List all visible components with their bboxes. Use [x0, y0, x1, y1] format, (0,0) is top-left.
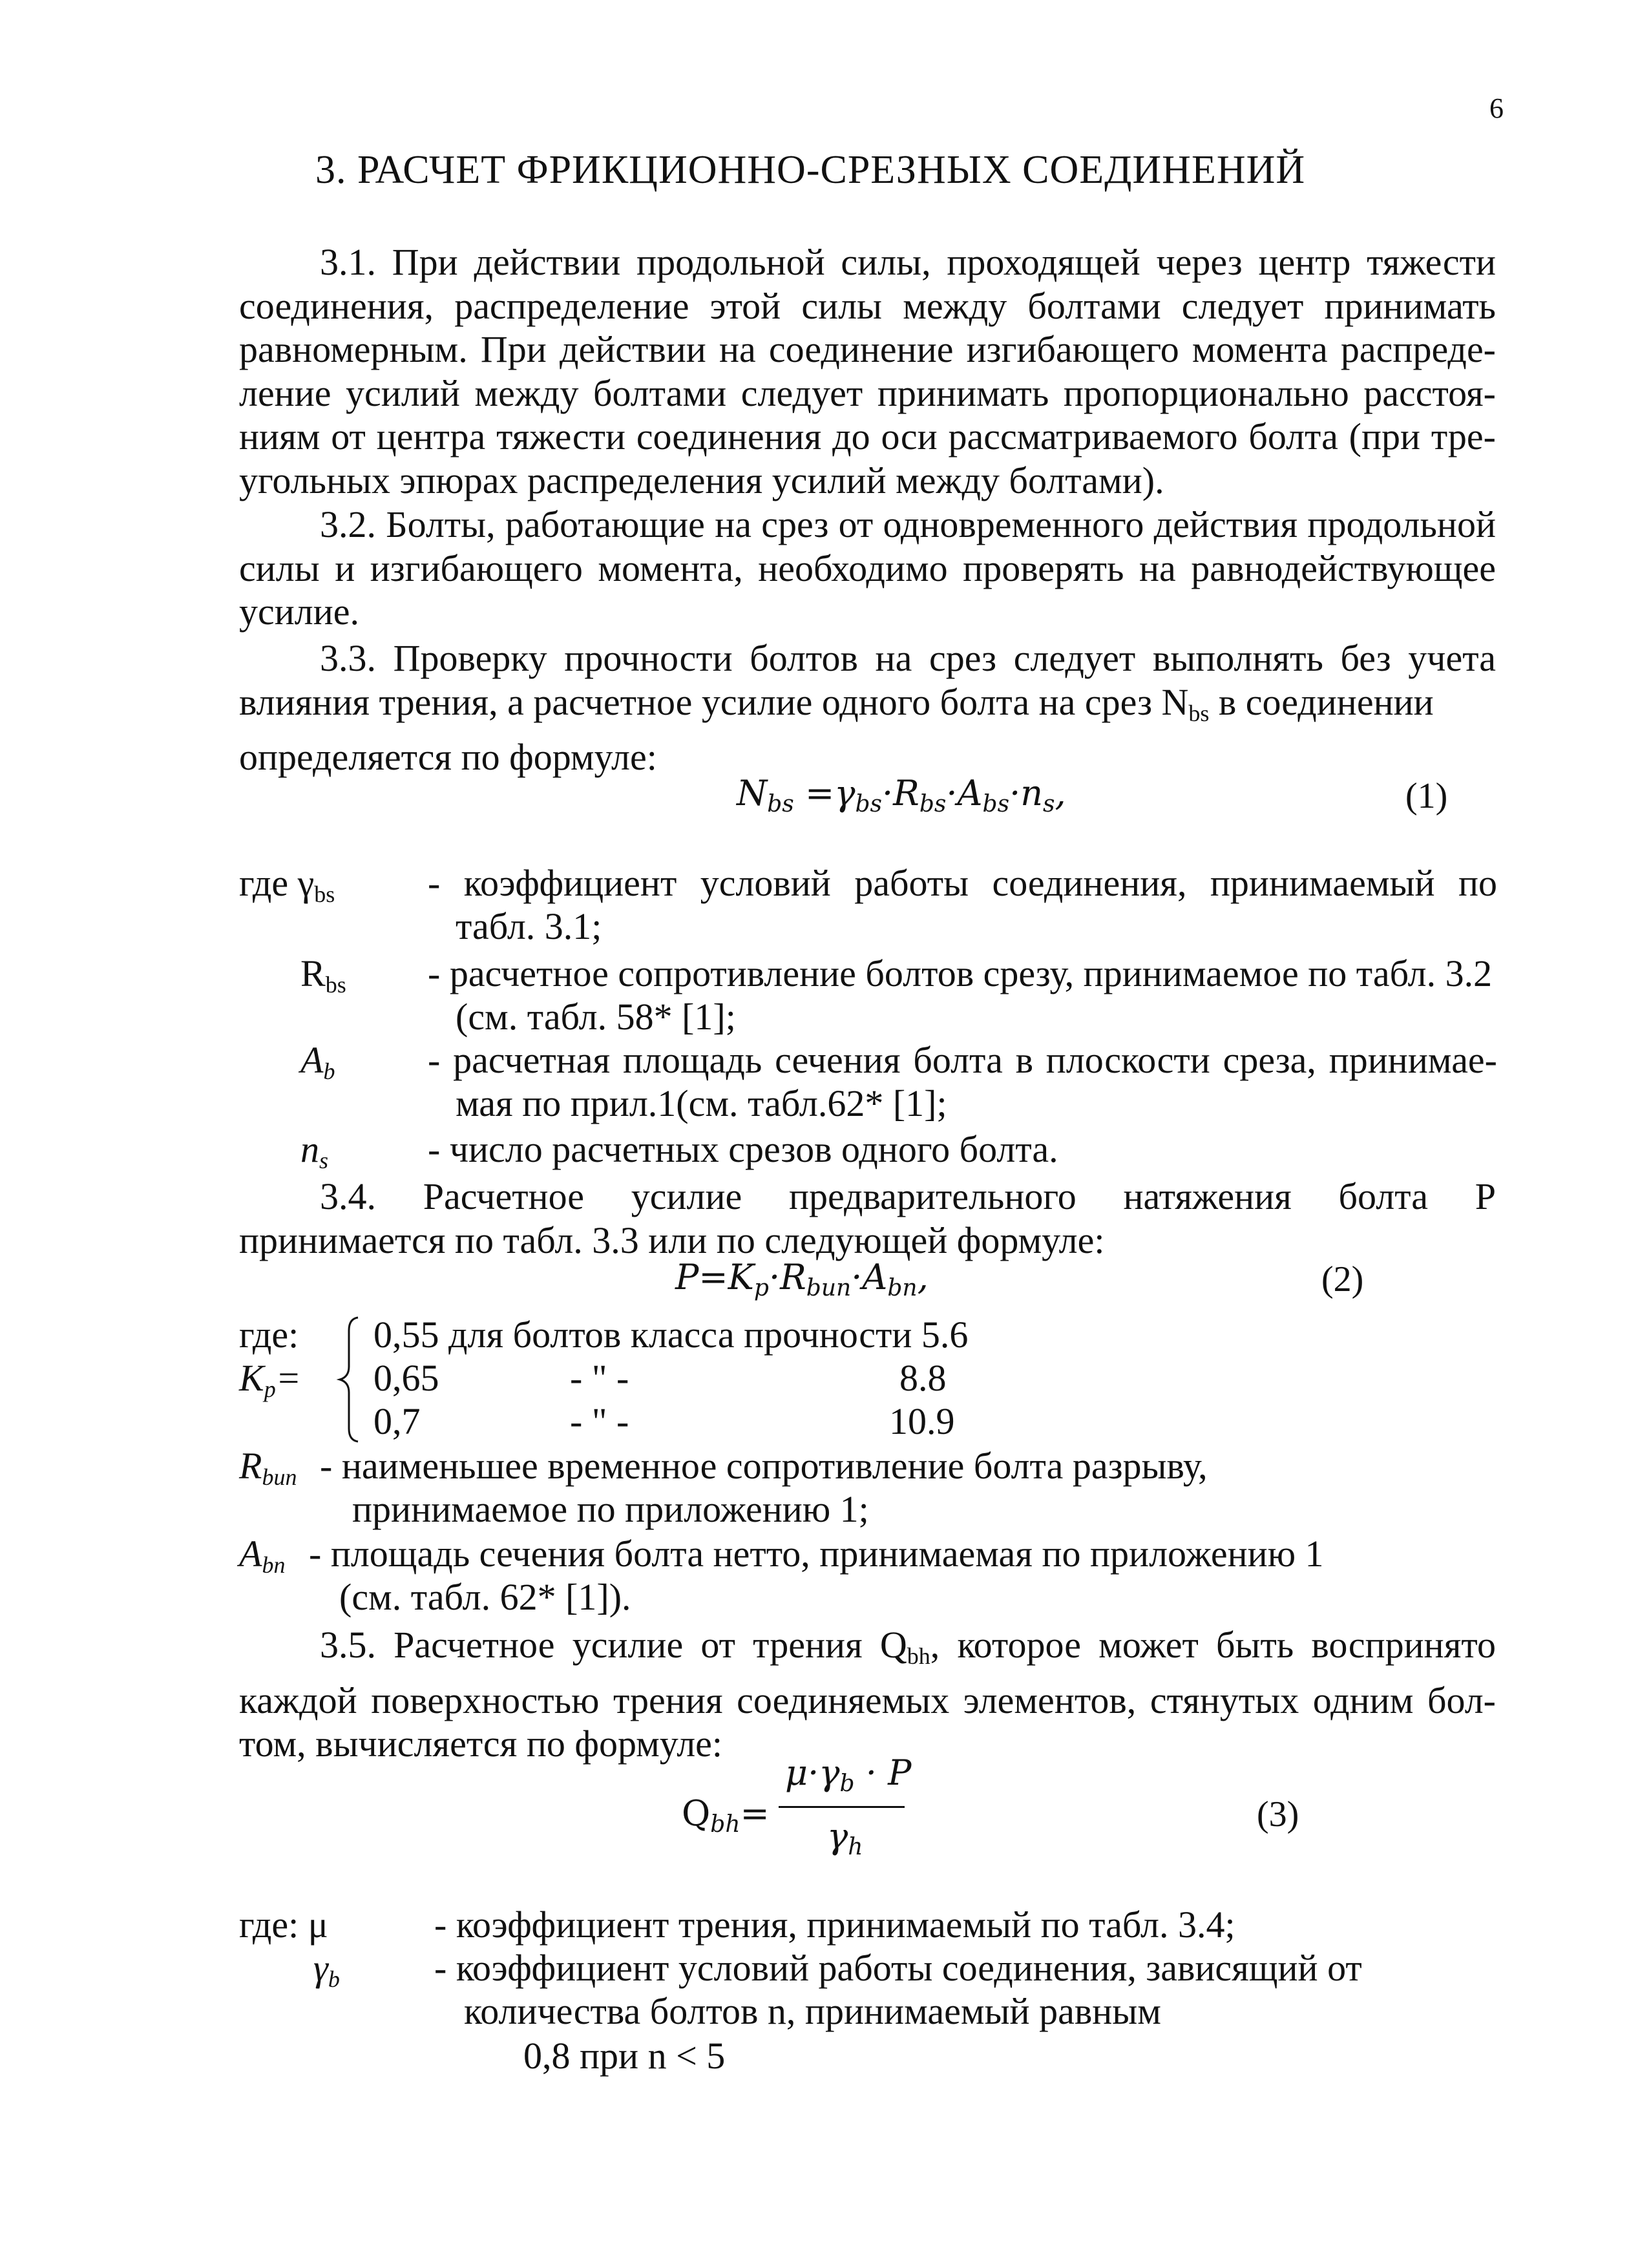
- kp-row: 0,65: [373, 1357, 439, 1399]
- kp-class: 10.9: [889, 1400, 955, 1442]
- kp-row: 0,7: [373, 1400, 421, 1442]
- definition-symbol: $A_b$: [300, 1039, 335, 1084]
- kp-ditto: - " -: [570, 1357, 629, 1399]
- text-line: принимается по табл. 3.3 или по следующей формуле:: [239, 1219, 1105, 1261]
- section-heading: 3. РАСЧЕТ ФРИКЦИОННО-СРЕЗНЫХ СОЕДИНЕНИЙ: [315, 148, 1306, 192]
- definition-symbol: где: μ: [239, 1904, 328, 1946]
- definition-text: (см. табл. 62* [1]).: [339, 1576, 631, 1618]
- kp-label: где:: [239, 1314, 299, 1356]
- formula-3-number: (3): [1257, 1794, 1299, 1834]
- definition-symbol: где $\gamma_{bs}$: [239, 862, 335, 907]
- text-line: усилие.: [239, 591, 360, 633]
- definition-text: табл. 3.1;: [456, 905, 602, 947]
- text-line: ление усилий между болтами следует принимать пропорционально расстоя-: [239, 372, 1496, 414]
- paragraph-3-5: [239, 1623, 1496, 1766]
- kp-ditto: - " -: [570, 1400, 629, 1442]
- formula-3-lhs: $Q_{bh}=$: [682, 1793, 770, 1838]
- definition-symbol: $n_s$: [300, 1128, 329, 1173]
- paragraph-3-1: [239, 240, 1496, 502]
- formula-3-denominator: $\gamma_h$: [827, 1816, 863, 1860]
- text-line: 3.4. Расчетное усилие предварительного натяжения болта Р: [320, 1175, 1496, 1217]
- kp-row: 0,55 для болтов класса прочности 5.6: [373, 1314, 969, 1356]
- text-line: угольных эпюрах распределения усилий между болтами).: [239, 459, 1164, 501]
- definition-text: - площадь сечения болта нетто, принимаемая по приложению 1: [309, 1533, 1324, 1575]
- paragraph-3-2: [239, 503, 1496, 634]
- definition-symbol: $\gamma_b$: [313, 1947, 340, 1992]
- definition-text: - коэффициент трения, принимаемый по табл. 3.4;: [434, 1904, 1235, 1946]
- definition-text: мая по прил.1(см. табл.62* [1];: [456, 1082, 947, 1124]
- definition-text: - число расчетных срезов одного болта.: [428, 1128, 1058, 1170]
- text-line: 3.2. Болты, работающие на срез от одновременного действия продольной: [320, 503, 1496, 545]
- text-line: равномерным. При действии на соединение изгибающего момента распреде-: [239, 328, 1496, 370]
- kp-symbol: $K_p=$: [239, 1357, 301, 1402]
- left-brace-icon: [336, 1315, 362, 1444]
- text-line: влияния трения, а расчетное усилие одного болта на срез $N_{bs}$ в соединении: [239, 680, 1434, 726]
- definition-text: - коэффициент условий работы соединения, принимаемый по: [428, 862, 1497, 904]
- text-line: 3.3. Проверку прочности болтов на срез следует выполнять без учета: [320, 637, 1496, 679]
- definition-text: количества болтов n, принимаемый равным: [464, 1990, 1161, 2032]
- paragraph-3-4: [239, 1175, 1496, 1262]
- text-line: 3.1. При действии продольной силы, проходящей через центр тяжести: [320, 241, 1496, 283]
- formula-2: $P=K_p\cdot R_{bun}\cdot A_{bn}$,: [675, 1257, 929, 1301]
- definition-symbol: $R_{bun}$: [239, 1445, 297, 1490]
- definition-text: - коэффициент условий работы соединения, зависящий от: [434, 1947, 1362, 1989]
- definition-text: - расчетное сопротивление болтов срезу, принимаемое по табл. 3.2: [428, 952, 1493, 994]
- text-line: каждой поверхностью трения соединяемых элементов, стянутых одним бол-: [239, 1679, 1496, 1721]
- definition-text: - наименьшее временное сопротивление болта разрыву,: [320, 1445, 1208, 1487]
- text-line: определяется по формуле:: [239, 736, 657, 778]
- formula-1: $N_{bs} =\gamma_{bs}\cdot R_{bs}\cdot A_{bs}\cdot n_s$,: [737, 773, 1066, 817]
- text-line: силы и изгибающего момента, необходимо проверять на равнодействующее: [239, 547, 1496, 589]
- definition-text: (см. табл. 58* [1];: [456, 996, 736, 1038]
- page-number: 6: [1489, 92, 1504, 124]
- definition-symbol: $A_{bn}$: [239, 1533, 286, 1578]
- paragraph-3-3: [239, 636, 1496, 779]
- text-line: 3.5. Расчетное усилие от трения $Q_{bh}$, которое может быть воспринято: [320, 1624, 1496, 1669]
- definition-symbol: $R_{bs}$: [300, 952, 346, 998]
- definition-text: - расчетная площадь сечения болта в плоскости среза, принимае-: [428, 1039, 1497, 1081]
- fraction-bar: [779, 1806, 905, 1808]
- text-line: том, вычисляется по формуле:: [239, 1723, 723, 1765]
- definition-text: 0,8 при n < 5: [523, 2035, 726, 2077]
- text-line: ниям от центра тяжести соединения до оси рассматриваемого болта (при тре-: [239, 415, 1496, 457]
- formula-2-number: (2): [1321, 1259, 1364, 1299]
- formula-3-numerator: $\mu\cdot\gamma_b \cdot P$: [785, 1752, 912, 1797]
- kp-class: 8.8: [899, 1357, 947, 1399]
- text-line: соединения, распределение этой силы между болтами следует принимать: [239, 284, 1496, 327]
- formula-1-number: (1): [1405, 776, 1448, 816]
- definition-text: принимаемое по приложению 1;: [352, 1488, 869, 1530]
